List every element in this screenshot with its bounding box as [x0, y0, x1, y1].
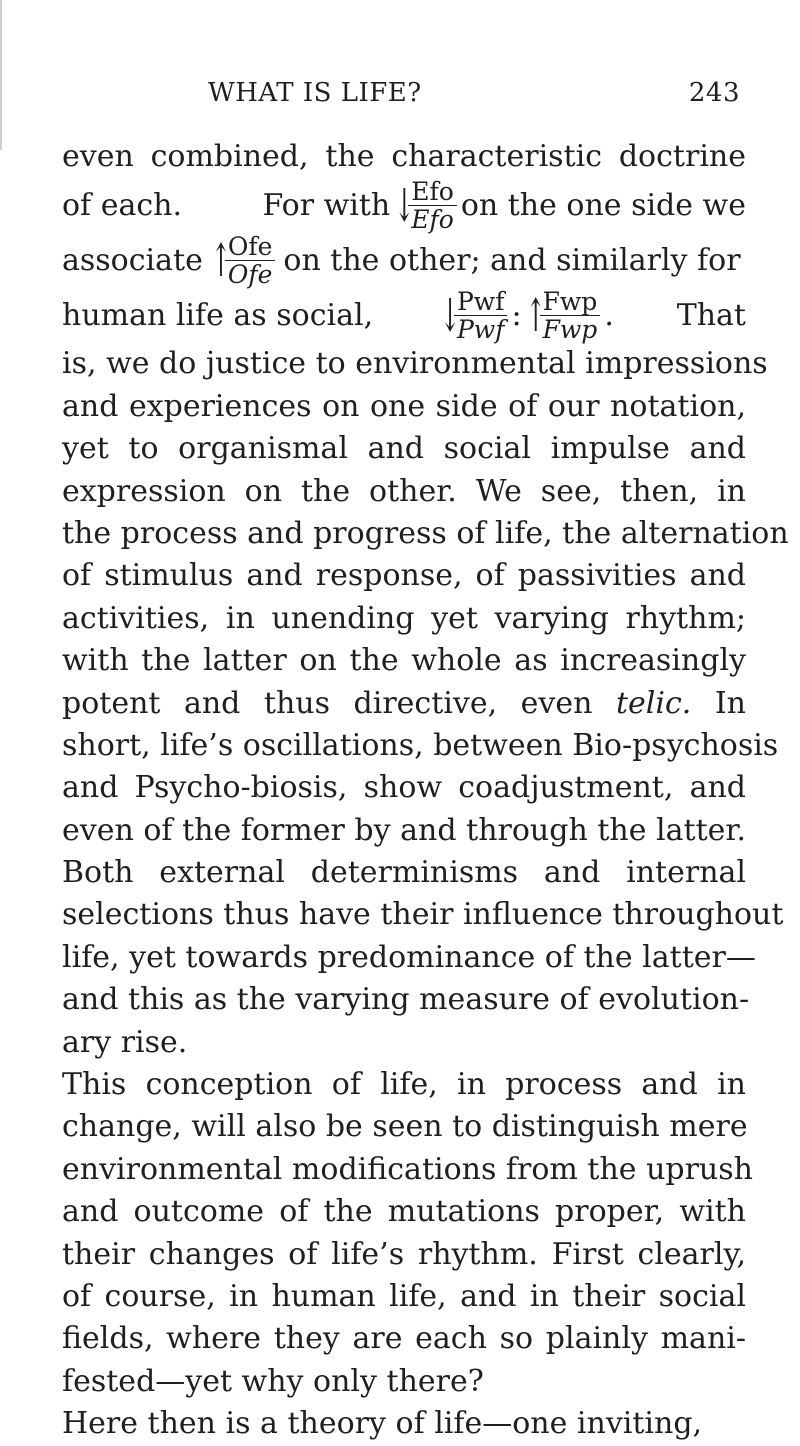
fraction	[225, 232, 276, 290]
text-segment: For with	[262, 188, 391, 224]
text-segment: That	[676, 298, 746, 334]
text-line: of course, in human life, and in their social	[62, 1278, 746, 1314]
text-line: and outcome of the mutations proper, with	[62, 1194, 746, 1230]
text-line: and Psycho-biosis, show coadjustment, and	[62, 770, 746, 806]
formula-group	[262, 177, 746, 235]
fraction-numerator: Efo	[408, 179, 457, 206]
text-segment: on the one side we	[460, 188, 746, 224]
formula-line	[62, 178, 746, 233]
ratio-separator: :	[511, 298, 522, 334]
arrow-up-icon: ↑	[525, 289, 546, 343]
text-line: is, we do justice to environmental impressions	[62, 346, 768, 382]
text-line: fested—yet why only there?	[62, 1363, 484, 1399]
formula-group	[436, 287, 614, 345]
fraction-denominator: Ofe	[227, 260, 273, 290]
text-line: with the latter on the whole as increasingly	[62, 643, 746, 679]
arrow-up-icon: ↑	[210, 234, 231, 288]
text-line: selections thus have their influence throughout	[62, 897, 784, 933]
text-line: fields, where they are each so plainly mani-	[62, 1321, 746, 1357]
text-line: This conception of life, in process and in	[62, 1067, 746, 1103]
text-line	[62, 683, 746, 725]
text-line: Both external determinisms and internal	[62, 855, 746, 891]
fraction-denominator: Efo	[411, 205, 454, 235]
fraction-numerator: Fwp	[540, 289, 601, 316]
text-line: environmental modifications from the uprush	[62, 1151, 753, 1187]
emphasis-telic: telic.	[615, 685, 692, 721]
fraction	[540, 287, 601, 345]
text-segment: human life as social,	[62, 298, 374, 334]
formula-line	[62, 288, 746, 343]
running-title: WHAT IS LIFE?	[208, 78, 422, 108]
formula-line	[62, 233, 746, 288]
fraction	[408, 177, 457, 235]
text-line: even of the former by and through the latter.	[62, 812, 746, 848]
fraction-denominator: Pwf	[456, 315, 505, 345]
text-segment: of each.	[62, 188, 182, 224]
fraction-numerator: Ofe	[225, 234, 276, 261]
text-line: their changes of life’s rhythm. First clearly,	[62, 1236, 746, 1272]
text-line: even combined, the characteristic doctrine	[62, 139, 746, 174]
text-line: life, yet towards predominance of the latter—	[62, 939, 756, 975]
page-number: 243	[688, 78, 740, 108]
text-segment: potent and thus directive, even	[62, 685, 593, 721]
page-edge-rule	[0, 0, 2, 150]
formula-fwp	[525, 287, 601, 345]
text-line: and experiences on one side of our notation,	[62, 388, 746, 424]
running-header	[62, 78, 746, 118]
fraction-denominator: Fwp	[542, 315, 598, 345]
fraction	[454, 287, 507, 345]
formula-ofe	[210, 232, 276, 290]
text-line: ary rise.	[62, 1024, 188, 1060]
book-page	[62, 78, 789, 1446]
text-line: yet to organismal and social impulse and	[62, 431, 746, 467]
text-line: short, life’s oscillations, between Bio-psychosis	[62, 727, 779, 763]
text-segment: In	[714, 685, 746, 721]
formula-pwf	[439, 287, 507, 345]
fraction-numerator: Pwf	[454, 289, 507, 316]
arrow-down-icon: ↓	[439, 289, 461, 343]
text-line: change, will also be seen to distinguish mere	[62, 1109, 748, 1145]
text-line: of stimulus and response, of passivities and	[62, 558, 746, 594]
text-line: the process and progress of life, the alternation	[62, 515, 789, 551]
text-line: and this as the varying measure of evolution-	[62, 982, 750, 1018]
formula-efo	[394, 177, 457, 235]
arrow-down-icon: ↓	[394, 179, 415, 233]
text-line: activities, in unending yet varying rhythm;	[62, 600, 746, 636]
text-line: Here then is a theory of life—one inviting,	[62, 1406, 703, 1442]
text-segment: associate	[62, 243, 203, 279]
text-line: expression on the other. We see, then, in	[62, 473, 746, 509]
formula-period: .	[604, 298, 614, 334]
text-segment: on the other; and similarly for	[283, 243, 741, 279]
